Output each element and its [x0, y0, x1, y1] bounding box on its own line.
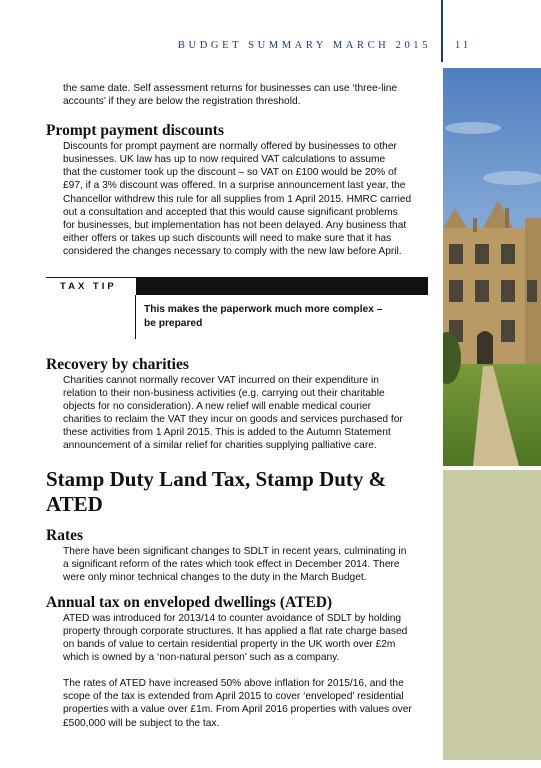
section-heading-charities: Recovery by charities [46, 356, 189, 373]
main-content [46, 82, 430, 258]
tax-tip-label: TAX TIP [60, 281, 117, 292]
tax-tip-label-box [46, 277, 136, 295]
ated-paragraph-1: ATED was introduced for 2013/14 to counter avoidance of SDLT by holding property through corporate structures. It has applied a flat rate charge based on bands of value to certain residential property in the UK worth over £2m which is owned by a ‘non-natural person’ such as a company. [63, 612, 408, 664]
ated-paragraph-2: The rates of ATED have increased 50% above inflation for 2015/16, and the scope of the tax is extended from April 2015 to cover ‘enveloped’ residential properties with a value over £1m. From April 2016 properties with values over £500,000 will be subject to the tax. [63, 678, 412, 729]
main-content-lower [46, 356, 430, 730]
page-header [0, 38, 443, 60]
section-heading-stamp-duty: Stamp Duty Land Tax, Stamp Duty & ATED [46, 466, 387, 516]
prompt-payment-paragraph: Discounts for prompt payment are normally offered by businesses to other businesses. UK law has up to now required VAT calculations to assume that the customer took up the discount – so VAT on £100 would be 20% of £97, if a 3% discount was offered. In a surprise announcement last year, the Chancellor withdrew this rule for all supplies from 1 April 2015. HMRC carried out a consultation and accepted that this would cause significant problems for businesses, but implementation has not been delayed. Any business that either offers or takes up such discounts will need to make sure that it has considered the changes necessary to comply with the new law before April. [63, 141, 412, 257]
decorative-green-panel [443, 470, 541, 760]
tax-tip-box [46, 277, 428, 341]
section-heading-prompt-payment: Prompt payment discounts [46, 122, 224, 140]
section-heading-rates: Rates [46, 526, 84, 544]
section-heading-ated: Annual tax on enveloped dwellings (ATED) [46, 593, 333, 611]
tax-tip-text: This makes the paperwork much more complex – be prepared [144, 304, 383, 329]
manor-house-photo [443, 68, 541, 466]
header-title: BUDGET SUMMARY MARCH 2015 [177, 40, 431, 51]
header-divider [441, 0, 443, 62]
intro-paragraph: the same date. Self assessment returns for businesses can use ‘three-line accounts’ if they are below the registration threshold. [63, 83, 398, 108]
page-number: 11 [455, 40, 472, 51]
tax-tip-divider [135, 295, 136, 339]
rates-paragraph: There have been significant changes to SDLT in recent years, culminating in a significant reform of the rates which took effect in December 2014. There were only minor technical changes to the duty in the March Budget. [63, 545, 407, 583]
charities-paragraph: Charities cannot normally recover VAT incurred on their expenditure in relation to their non-business activities (e.g. carrying out their charitable objects for no consideration). A new relief will enable medical courier charities to reclaim the VAT they incur on goods and services purchased for these activities from 1 April 2015. This is added to the Autumn Statement announcement of a similar relief for charities supplying palliative care. [63, 375, 403, 452]
